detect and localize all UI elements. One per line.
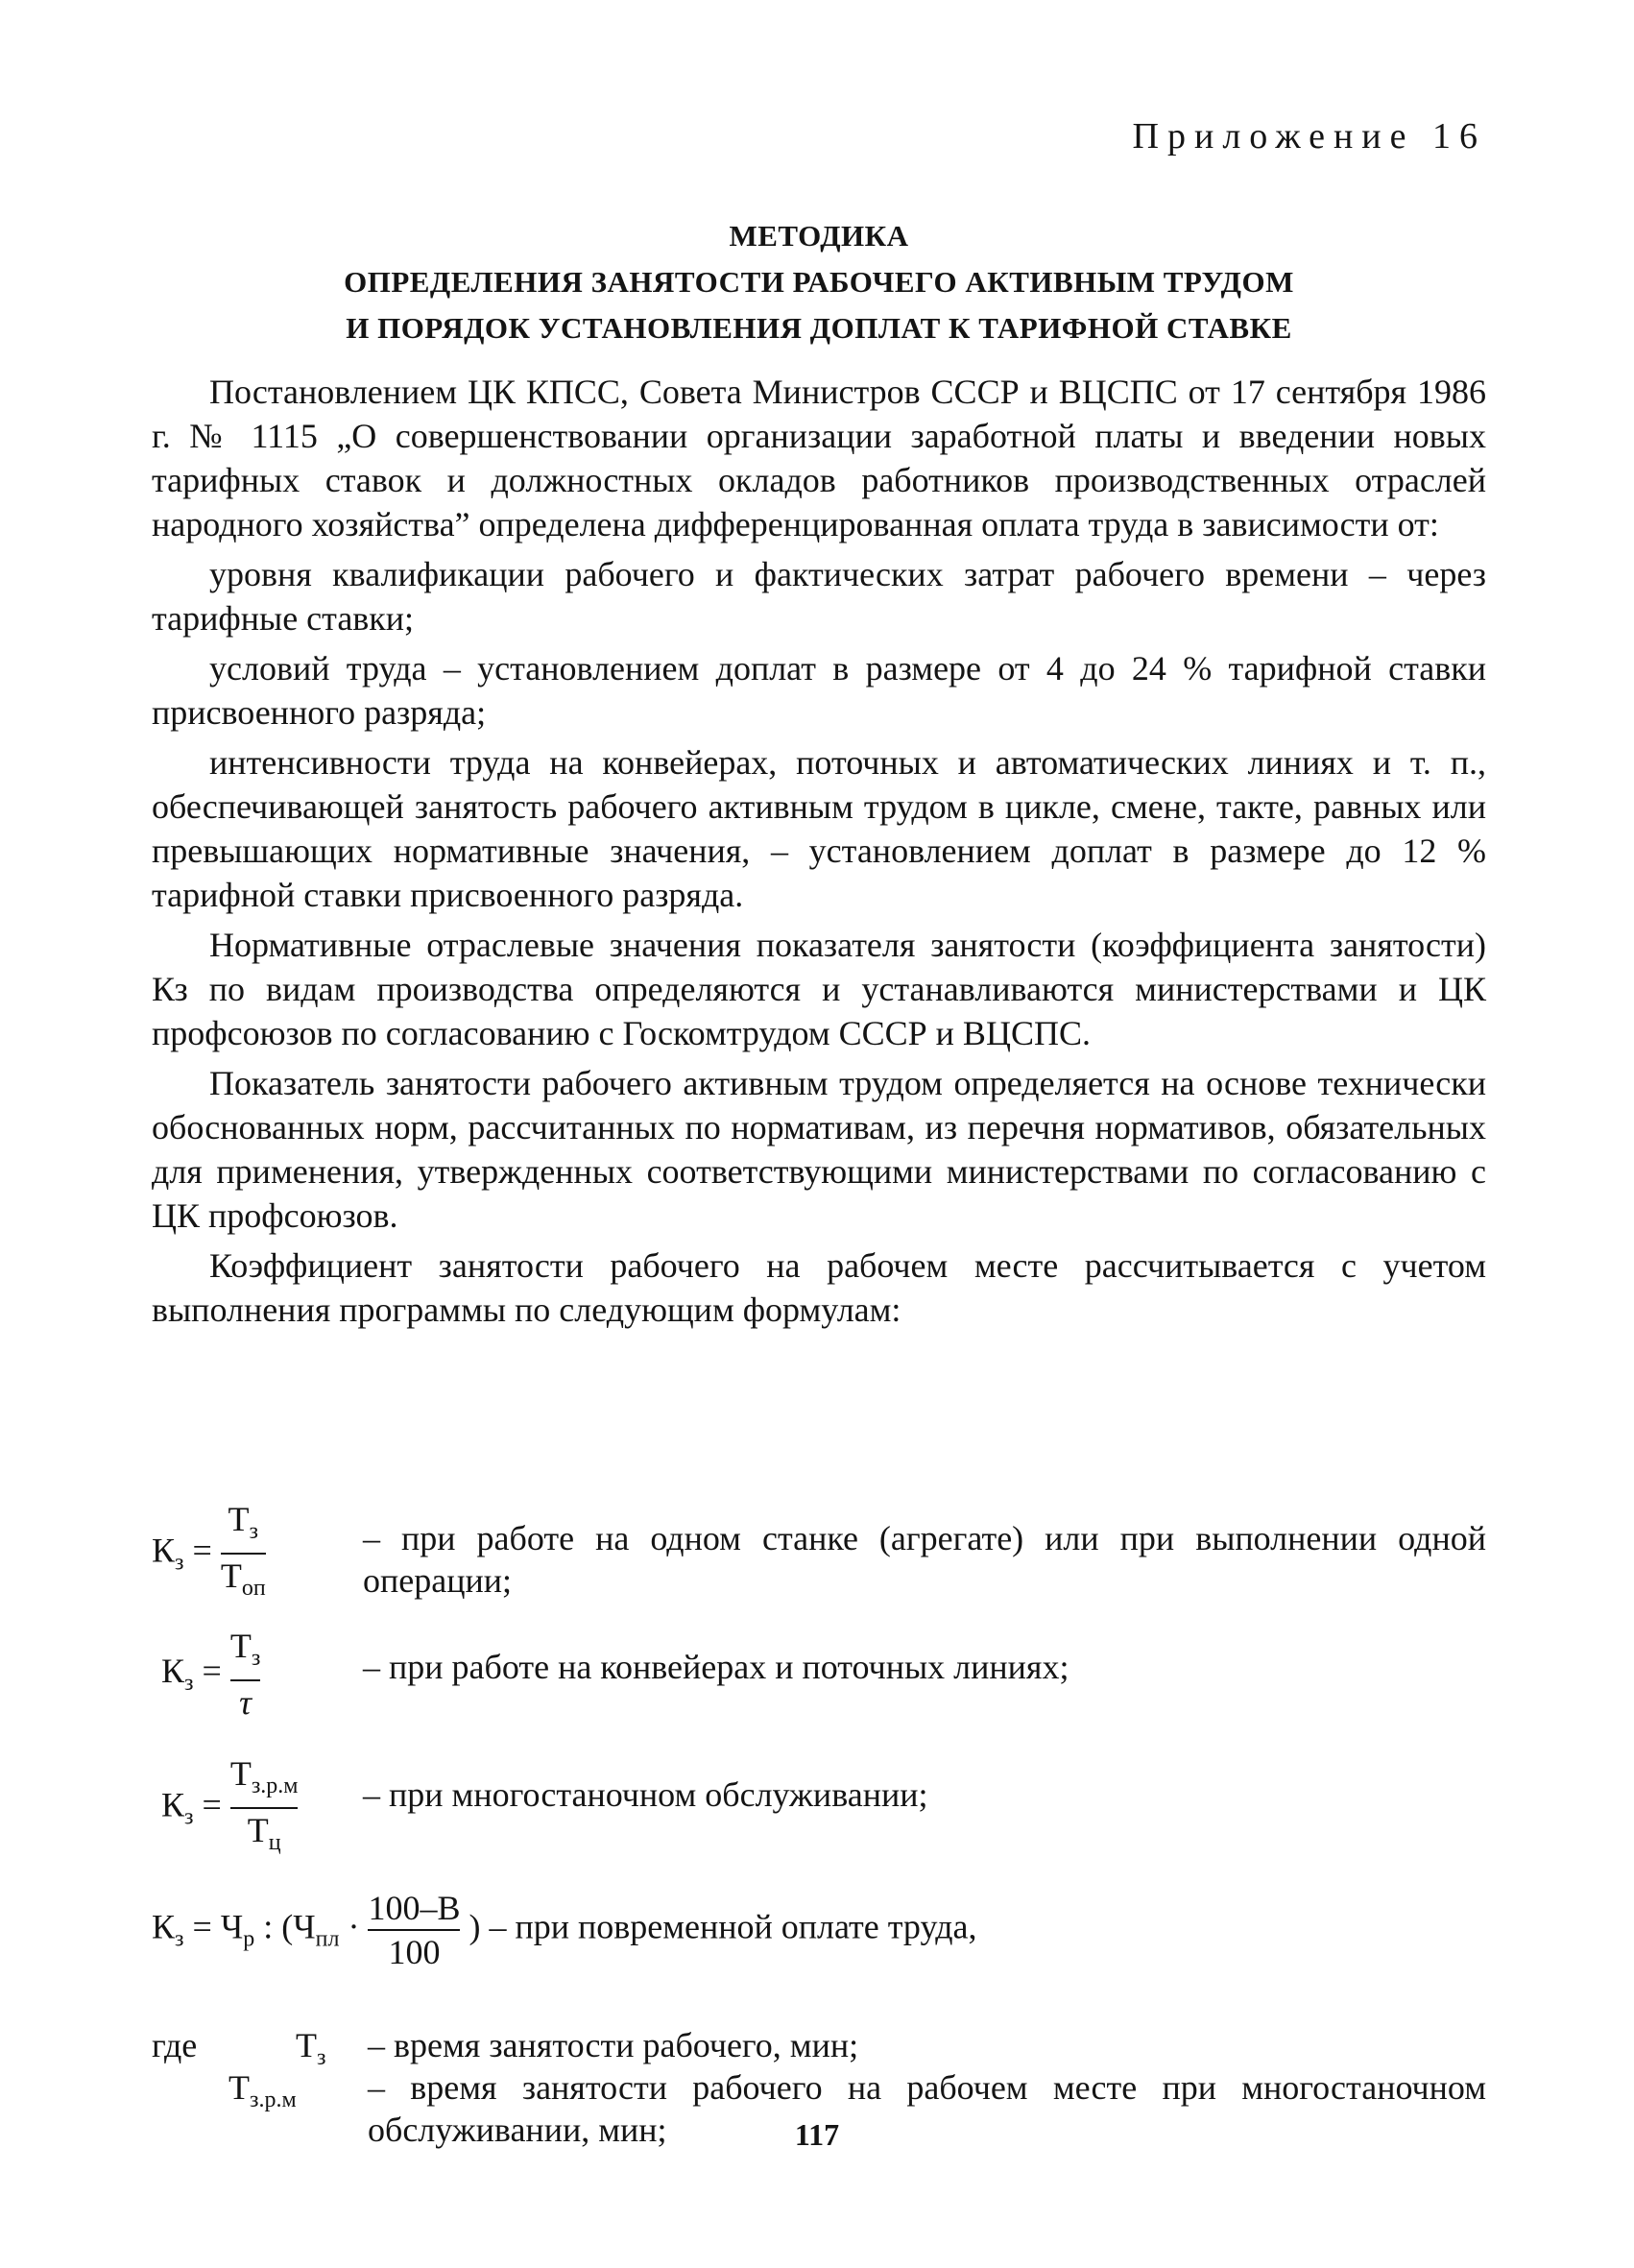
paragraph-qualification: уровня квалификации рабочего и фактических затрат рабочего времени – через тарифные ставки; — [152, 555, 1486, 638]
where-t1-symbol: $Т_з$ — [296, 2026, 326, 2071]
document-title — [152, 213, 1486, 351]
formula-4-description: ) – при повременной оплате труда, — [469, 1907, 977, 1946]
fraction-1-denominator: $Т_{оп}$ — [220, 1556, 266, 1602]
title-line-2: ОПРЕДЕЛЕНИЯ ЗАНЯТОСТИ РАБОЧЕГО АКТИВНЫМ ТРУДОМ — [344, 265, 1294, 299]
equals-sign: = — [202, 1785, 222, 1824]
k-subscript: з — [175, 1550, 184, 1576]
fraction-3-denominator: $Т_ц$ — [247, 1811, 281, 1856]
fraction-3 — [230, 1752, 299, 1864]
equals-sign: = — [202, 1651, 222, 1690]
paragraph-indicator: Показатель занятости рабочего активным трудом определяется на основе технически обоснованных норм, рассчитанных по нормативам, из перечня нормативов, обязательных для применения, утвержденных соответствующими министерствами по согласованию с ЦК профсоюзов. — [152, 1064, 1486, 1235]
formula-1-expression — [152, 1498, 266, 1609]
formula-3-description: – при многостаночном обслуживании; — [363, 1775, 928, 1814]
ch-subscript-r: р — [243, 1926, 255, 1952]
formula-2-expression — [161, 1625, 260, 1724]
fraction-2-numerator: $Т_з$ — [229, 1627, 261, 1672]
k-symbol: К — [161, 1651, 185, 1690]
paragraph-coefficient: Коэффициент занятости рабочего на рабочем месте рассчитывается с учетом выполнения программы по следующим формулам: — [152, 1246, 1486, 1329]
fraction-4 — [368, 1887, 460, 1973]
where-t2-symbol: $Т_{з.р.м}$ — [228, 2068, 297, 2113]
formula-3-expression — [161, 1752, 298, 1864]
formula-2-description: – при работе на конвейерах и поточных линиях; — [363, 1648, 1069, 1686]
document-body — [152, 370, 1486, 1338]
where-t1-description: – время занятости рабочего, мин; — [368, 2026, 859, 2064]
k-symbol: К — [152, 1907, 176, 1946]
equals-sign: = — [192, 1907, 212, 1946]
k-symbol: К — [152, 1531, 176, 1570]
fraction-2 — [230, 1625, 260, 1724]
k-subscript: з — [184, 1671, 194, 1697]
ch-symbol: Ч — [220, 1907, 244, 1946]
fraction-2-denominator: τ — [239, 1683, 252, 1723]
fraction-4-denominator: 100 — [388, 1933, 441, 1971]
k-subscript: з — [175, 1926, 184, 1952]
paragraph-intensity: интенсивности труда на конвейерах, поточных и автоматических линиях и т. п., обеспечивающей занятость рабочего активным трудом в цикле, смене, такте, равных или превышающих нормативные значения, – установлением доплат в размере до 12 % тарифной ставки присвоенного разряда. — [152, 743, 1486, 914]
where-t2-description: – время занятости рабочего на рабочем месте при многостаночном обслуживании, мин; — [368, 2068, 1486, 2149]
fraction-1 — [221, 1498, 266, 1609]
paragraph-norms: Нормативные отраслевые значения показателя занятости (коэффициента занятости) Кз по видам производства определяются и устанавливаются министерствами и ЦК профсоюзов по согласованию с Госкомтрудом СССР и ВЦСПС. — [152, 926, 1486, 1052]
formula-1-description: – при работе на одном станке (агрегате) или при выполнении одной операции; — [363, 1519, 1486, 1600]
k-symbol: К — [161, 1785, 185, 1824]
title-line-3: И ПОРЯДОК УСТАНОВЛЕНИЯ ДОПЛАТ К ТАРИФНОЙ СТАВКЕ — [346, 311, 1292, 345]
equals-sign: = — [192, 1531, 212, 1570]
title-line-1: МЕТОДИКА — [729, 219, 909, 253]
multiply-dot: · — [348, 1907, 360, 1946]
paragraph-conditions: условий труда – установлением доплат в размере от 4 до 24 % тарифной ставки присвоенного разряда; — [152, 649, 1486, 732]
ch-subscript-pl: пл — [315, 1926, 340, 1952]
where-label: где — [152, 2026, 198, 2064]
formula-4-expression — [152, 1887, 976, 1973]
page-number: 117 — [794, 2117, 840, 2152]
k-subscript: з — [184, 1804, 194, 1830]
colon-open: : (Ч — [263, 1907, 316, 1946]
paragraph-intro: Постановлением ЦК КПСС, Совета Министров СССР и ВЦСПС от 17 сентября 1986 г. № 1115 „О совершенствовании организации заработной платы и введении новых тарифных ставок и должностных окладов работников производственных отраслей народного хозяйства” определена дифференцированная оплата труда в зависимости от: — [152, 373, 1486, 543]
appendix-label: Приложение 16 — [1132, 116, 1486, 157]
fraction-1-numerator: $Т_з$ — [228, 1500, 258, 1545]
fraction-3-numerator: $Т_{з.р.м}$ — [229, 1754, 299, 1799]
fraction-4-numerator: 100–В — [368, 1889, 461, 1927]
